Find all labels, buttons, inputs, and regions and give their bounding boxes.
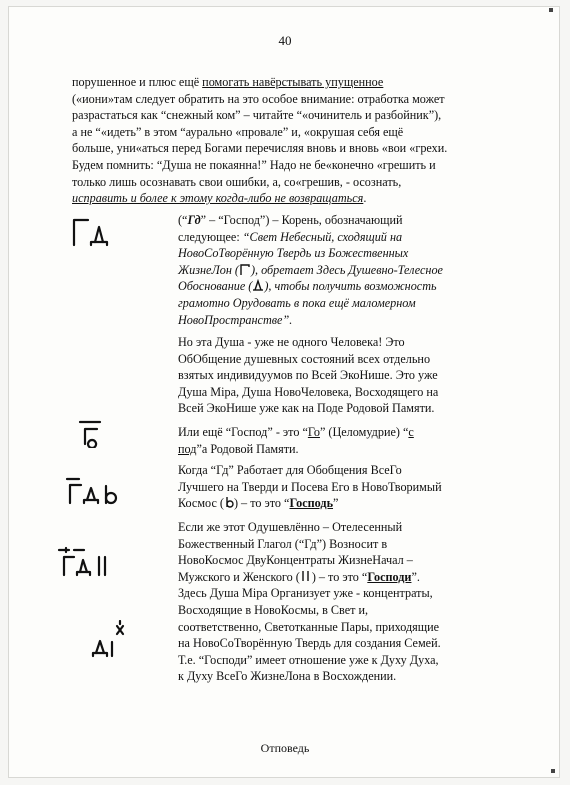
d-glyph-icon: [252, 279, 264, 291]
intro-line: («иони»там следует обратить на это особое внимание: отработка может: [72, 91, 445, 106]
intro-line: разрастаться как “снежный ком” – читайте “«очинитель и разбойник”),: [72, 108, 442, 123]
scan-mark: [551, 769, 555, 773]
gospod-term: Господь: [289, 496, 334, 511]
intro-line: больше, уни«аться перед Богами перечисляя вновь и вновь «вои «грехи.: [72, 141, 448, 156]
ii-glyph-icon: [300, 570, 312, 582]
g-glyph-icon: [239, 263, 251, 275]
gospodi-term: Господи: [367, 569, 412, 584]
gdi-glyph-icon: [56, 545, 114, 577]
gdb-glyph-icon: [64, 476, 122, 506]
scan-mark: [549, 8, 553, 12]
gd-glyph-icon: [70, 215, 112, 249]
page-footer: Отповедь: [260, 741, 310, 755]
intro-text: .: [363, 191, 367, 206]
dusha-paragraph: Но эта Душа - уже не одного Человека! Это ОбОбщение душевных состояний всех отдельно взятых индивидуумов по Всей ЭкоНише. Это уже Душа Міра, Душа НовоЧеловека, Восходящего на Всей ЭкоНише уже как на Поде Родовой Памяти.: [178, 335, 439, 416]
di-glyph-icon: [90, 620, 130, 660]
esli-paragraph: Если же этот Одушевлённо – Отелесенный Божественный Глагол (“Гд”) Возносит в НовоКосмос ДвуКонцентраты ЖизнеНачал – Мужского и Женского ( ) – то это “Господи”. Здесь Душа Міра Организует уже - концентраты, Восходящие в НовоКосмы, в Свет и, соответственно, Светотканные Пары, приходящие на НовоСоТворённую Твердь для создания Семей. Т.е. “Господи” имеет отношение уже к Духу Духа, к Духу ВсеГо ЖизнеЛона в Восхождении.: [178, 520, 441, 684]
page-number: 40: [278, 33, 292, 48]
b-glyph-icon: [224, 496, 234, 508]
intro-line: только лишь осознавать свои ошибки, а, со«грешив, - осознать,: [72, 174, 402, 189]
intro-line: Будем помнить: “Душа не покаянна!” Надо не бе«конечно «грешить и: [72, 157, 436, 172]
intro-line: а не “«идеть” в этом “аурально «провале” и, «окрушая себя ещё: [72, 124, 404, 139]
underlined-italic-text: исправить и более к этому когда-либо не возвращаться: [72, 191, 364, 206]
ili-paragraph: Или ещё “Господ” - это “Го” (Целомудрие) “с под”а Родовой Памяти.: [178, 425, 414, 456]
gd-paragraph: (“Гд” – “Господ”) – Корень, обозначающий следующее: “Свет Небесный, сходящий на НовоСоТворённую Твердь из Божественных ЖизнеЛон ( ), обретает Здесь Душевно-Телесное Обоснование ( ), чтобы получить возможность грамотно Орудовать в пока ещё маломерном НовоПространстве”.: [178, 213, 443, 327]
underlined-term: Го: [307, 425, 320, 439]
kogda-paragraph: Когда “Гд” Работает для Обобщения ВсеГо Лучшего на Тверди и Посева Его в НовоТворимый Космос ( ) – то это “Господь”: [178, 463, 442, 511]
gd-term: Гд: [187, 213, 201, 227]
go-glyph-icon: [76, 418, 106, 448]
underlined-text: помогать навёрстывать упущенное: [202, 75, 384, 89]
intro-paragraph: [72, 74, 499, 207]
intro-text: порушенное и плюс ещё: [72, 75, 203, 89]
